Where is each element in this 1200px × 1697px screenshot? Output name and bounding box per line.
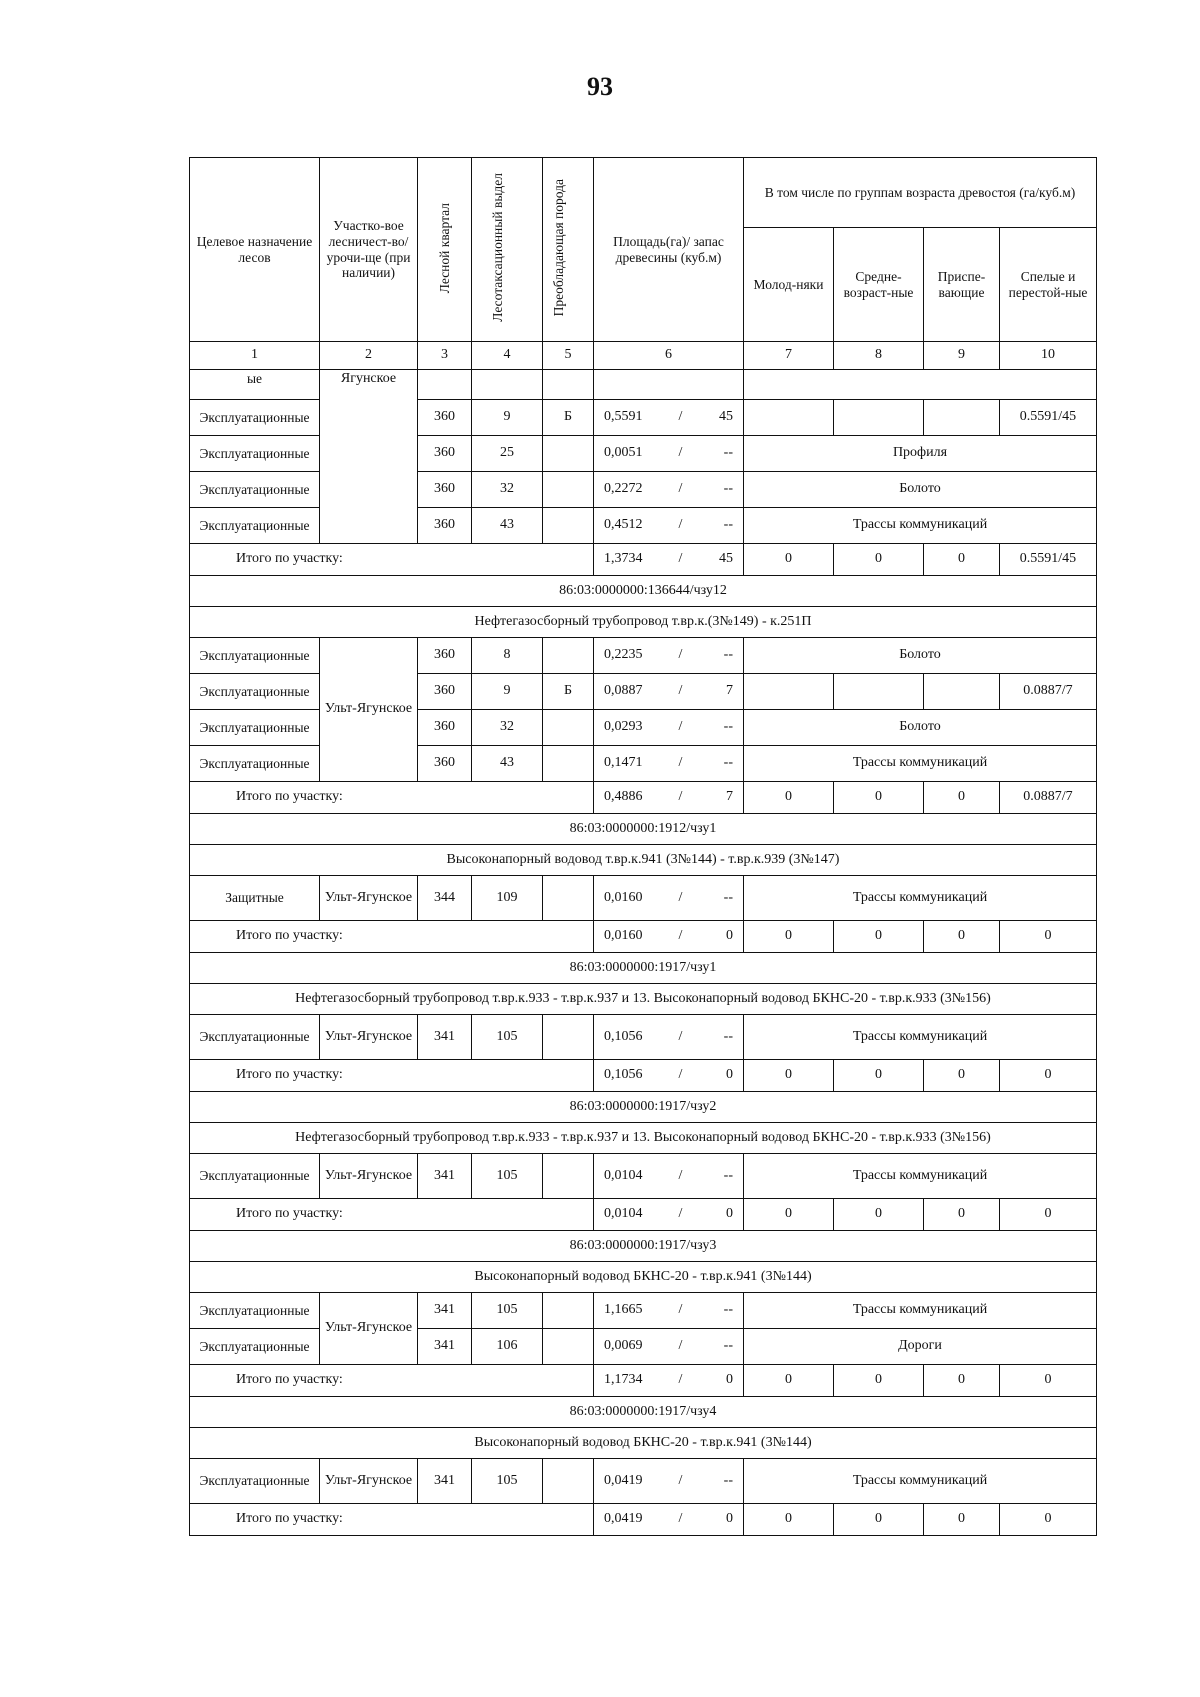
plot-cell: 106 <box>472 1329 543 1365</box>
land-category-note: Трассы коммуникаций <box>744 1293 1097 1329</box>
quarter-cell: 360 <box>418 436 472 472</box>
land-category-note: Трассы коммуникаций <box>744 508 1097 544</box>
middle-cell: 0 <box>834 1199 924 1231</box>
purpose-cell: Эксплуатационные <box>190 674 320 710</box>
maturing-cell: 0 <box>924 1060 1000 1092</box>
maturing-cell: 0 <box>924 921 1000 953</box>
middle-cell: 0 <box>834 1365 924 1397</box>
purpose-cell: Эксплуатационные <box>190 1459 320 1504</box>
middle-cell <box>834 400 924 436</box>
empty-cell <box>418 370 472 400</box>
table-row <box>190 1293 1097 1329</box>
mature-cell: 0 <box>1000 1199 1097 1231</box>
purpose-cell: Защитные <box>190 876 320 921</box>
purpose-cell: Эксплуатационные <box>190 400 320 436</box>
species-cell <box>543 876 594 921</box>
land-category-note: Болото <box>744 638 1097 674</box>
middle-cell <box>834 674 924 710</box>
purpose-cell: Эксплуатационные <box>190 472 320 508</box>
object-name: Нефтегазосборный трубопровод т.вр.к.(3№149) - к.251П <box>190 607 1097 638</box>
cadastral-number: 86:03:0000000:1917/чзу3 <box>190 1231 1097 1262</box>
area-cell: 0,0419 / 0 <box>594 1504 744 1536</box>
middle-cell: 0 <box>834 1060 924 1092</box>
mature-cell: 0 <box>1000 1365 1097 1397</box>
plot-cell: 105 <box>472 1154 543 1199</box>
land-category-note: Трассы коммуникаций <box>744 1015 1097 1060</box>
quarter-cell: 360 <box>418 710 472 746</box>
col-number: 9 <box>924 342 1000 370</box>
empty-cell <box>594 370 744 400</box>
purpose-cell: Эксплуатационные <box>190 746 320 782</box>
area-cell: 0,2235 / -- <box>594 638 744 674</box>
middle-cell: 0 <box>834 921 924 953</box>
land-category-note: Трассы коммуникаций <box>744 746 1097 782</box>
object-name: Нефтегазосборный трубопровод т.вр.к.933 - т.вр.к.937 и 13. Высоконапорный водовод БКНС-20 - т.вр.к.933 (3№156) <box>190 984 1097 1015</box>
col-number: 1 <box>190 342 320 370</box>
plot-cell: 109 <box>472 876 543 921</box>
young-cell <box>744 674 834 710</box>
middle-cell: 0 <box>834 782 924 814</box>
mature-cell: 0.5591/45 <box>1000 544 1097 576</box>
purpose-cell: Эксплуатационные <box>190 1293 320 1329</box>
land-category-note: Профиля <box>744 436 1097 472</box>
header-plot: Лесотаксационный выдел <box>472 158 543 342</box>
purpose-cell: Эксплуатационные <box>190 1329 320 1365</box>
col-number: 7 <box>744 342 834 370</box>
subtotal-label: Итого по участку: <box>190 1060 594 1092</box>
area-cell: 0,1056 / -- <box>594 1015 744 1060</box>
subtotal-row <box>190 1365 1097 1397</box>
table-row <box>190 638 1097 674</box>
subtotal-label: Итого по участку: <box>190 782 594 814</box>
district-cell: Ульт-Ягунское <box>320 638 418 782</box>
plot-cell: 43 <box>472 508 543 544</box>
land-category-note: Трассы коммуникаций <box>744 876 1097 921</box>
header-district: Участко-вое лесничест-во/урочи-ще (при наличии) <box>320 158 418 342</box>
table-row <box>190 1015 1097 1060</box>
area-cell: 1,1734 / 0 <box>594 1365 744 1397</box>
young-cell: 0 <box>744 1365 834 1397</box>
quarter-cell: 360 <box>418 508 472 544</box>
subtotal-row <box>190 782 1097 814</box>
page-number: 93 <box>587 72 613 101</box>
species-cell: Б <box>543 674 594 710</box>
mature-cell: 0 <box>1000 921 1097 953</box>
area-cell: 0,4512 / -- <box>594 508 744 544</box>
area-cell: 0,0069 / -- <box>594 1329 744 1365</box>
land-category-note: Болото <box>744 710 1097 746</box>
mature-cell: 0 <box>1000 1060 1097 1092</box>
area-cell: 0,0160 / 0 <box>594 921 744 953</box>
district-cell: Ягунское <box>320 370 418 544</box>
plot-cell: 9 <box>472 674 543 710</box>
young-cell: 0 <box>744 921 834 953</box>
subtotal-row <box>190 921 1097 953</box>
species-cell <box>543 1293 594 1329</box>
maturing-cell: 0 <box>924 544 1000 576</box>
area-cell: 0,0104 / 0 <box>594 1199 744 1231</box>
mature-cell: 0.0887/7 <box>1000 782 1097 814</box>
plot-cell: 105 <box>472 1459 543 1504</box>
middle-cell: 0 <box>834 1504 924 1536</box>
quarter-cell: 341 <box>418 1154 472 1199</box>
subtotal-label: Итого по участку: <box>190 921 594 953</box>
object-name: Нефтегазосборный трубопровод т.вр.к.933 - т.вр.к.937 и 13. Высоконапорный водовод БКНС-20 - т.вр.к.933 (3№156) <box>190 1123 1097 1154</box>
maturing-cell <box>924 674 1000 710</box>
subtotal-label: Итого по участку: <box>190 1199 594 1231</box>
purpose-cell: Эксплуатационные <box>190 436 320 472</box>
district-cell: Ульт-Ягунское <box>320 1293 418 1365</box>
plot-cell: 25 <box>472 436 543 472</box>
column-numbers-row <box>190 342 1097 370</box>
purpose-cell: Эксплуатационные <box>190 638 320 674</box>
plot-cell: 32 <box>472 710 543 746</box>
area-cell: 0,1471 / -- <box>594 746 744 782</box>
cadastral-number: 86:03:0000000:1912/чзу1 <box>190 814 1097 845</box>
area-cell: 0,0419 / -- <box>594 1459 744 1504</box>
species-cell <box>543 436 594 472</box>
header-mature: Спелые и перестой-ные <box>1000 228 1097 342</box>
header-quarter: Лесной квартал <box>418 158 472 342</box>
col-number: 10 <box>1000 342 1097 370</box>
table-row <box>190 370 1097 400</box>
area-cell: 0,1056 / 0 <box>594 1060 744 1092</box>
species-cell <box>543 508 594 544</box>
young-cell: 0 <box>744 544 834 576</box>
empty-cell <box>543 370 594 400</box>
plot-cell: 43 <box>472 746 543 782</box>
area-cell: 0,5591 / 45 <box>594 400 744 436</box>
species-cell <box>543 746 594 782</box>
species-cell <box>543 1459 594 1504</box>
subtotal-label: Итого по участку: <box>190 1365 594 1397</box>
land-category-note: Дороги <box>744 1329 1097 1365</box>
quarter-cell: 341 <box>418 1329 472 1365</box>
young-cell: 0 <box>744 782 834 814</box>
species-cell <box>543 1329 594 1365</box>
young-cell: 0 <box>744 1060 834 1092</box>
area-cell: 0,0160 / -- <box>594 876 744 921</box>
col-number: 6 <box>594 342 744 370</box>
young-cell <box>744 400 834 436</box>
col-number: 2 <box>320 342 418 370</box>
quarter-cell: 360 <box>418 638 472 674</box>
area-cell: 0,2272 / -- <box>594 472 744 508</box>
purpose-cell: Эксплуатационные <box>190 508 320 544</box>
area-cell: 0,4886 / 7 <box>594 782 744 814</box>
district-cell: Ульт-Ягунское <box>320 1015 418 1060</box>
subtotal-row <box>190 1504 1097 1536</box>
species-cell <box>543 710 594 746</box>
empty-cell <box>744 370 1097 400</box>
subtotal-label: Итого по участку: <box>190 544 594 576</box>
species-cell <box>543 1015 594 1060</box>
area-cell: 0,0104 / -- <box>594 1154 744 1199</box>
mature-cell: 0 <box>1000 1504 1097 1536</box>
object-name: Высоконапорный водовод БКНС-20 - т.вр.к.941 (3№144) <box>190 1428 1097 1459</box>
district-cell: Ульт-Ягунское <box>320 876 418 921</box>
subtotal-label: Итого по участку: <box>190 1504 594 1536</box>
object-name: Высоконапорный водовод БКНС-20 - т.вр.к.941 (3№144) <box>190 1262 1097 1293</box>
species-cell <box>543 1154 594 1199</box>
table-row <box>190 876 1097 921</box>
area-cell: 1,1665 / -- <box>594 1293 744 1329</box>
cadastral-number: 86:03:0000000:1917/чзу1 <box>190 953 1097 984</box>
quarter-cell: 360 <box>418 746 472 782</box>
plot-cell: 8 <box>472 638 543 674</box>
plot-cell: 105 <box>472 1293 543 1329</box>
object-name: Высоконапорный водовод т.вр.к.941 (3№144) - т.вр.к.939 (3№147) <box>190 845 1097 876</box>
col-number: 5 <box>543 342 594 370</box>
quarter-cell: 341 <box>418 1459 472 1504</box>
table-row <box>190 1459 1097 1504</box>
quarter-cell: 344 <box>418 876 472 921</box>
mature-cell: 0.0887/7 <box>1000 674 1097 710</box>
area-cell: 0,0051 / -- <box>594 436 744 472</box>
subtotal-row <box>190 1199 1097 1231</box>
purpose-cell: ые <box>190 370 320 400</box>
maturing-cell: 0 <box>924 1504 1000 1536</box>
species-cell: Б <box>543 400 594 436</box>
maturing-cell: 0 <box>924 1199 1000 1231</box>
mature-cell: 0.5591/45 <box>1000 400 1097 436</box>
header-species: Преобладающая порода <box>543 158 594 342</box>
land-category-note: Трассы коммуникаций <box>744 1459 1097 1504</box>
header-young: Молод-няки <box>744 228 834 342</box>
purpose-cell: Эксплуатационные <box>190 1015 320 1060</box>
col-number: 3 <box>418 342 472 370</box>
species-cell <box>543 638 594 674</box>
forest-allocation-table <box>189 157 1097 1536</box>
quarter-cell: 341 <box>418 1293 472 1329</box>
header-maturing: Приспе-вающие <box>924 228 1000 342</box>
plot-cell: 32 <box>472 472 543 508</box>
cadastral-number: 86:03:0000000:1917/чзу2 <box>190 1092 1097 1123</box>
plot-cell: 9 <box>472 400 543 436</box>
maturing-cell: 0 <box>924 1365 1000 1397</box>
subtotal-row <box>190 544 1097 576</box>
cadastral-number: 86:03:0000000:1917/чзу4 <box>190 1397 1097 1428</box>
quarter-cell: 360 <box>418 400 472 436</box>
district-cell: Ульт-Ягунское <box>320 1154 418 1199</box>
quarter-cell: 360 <box>418 472 472 508</box>
purpose-cell: Эксплуатационные <box>190 710 320 746</box>
quarter-cell: 360 <box>418 674 472 710</box>
purpose-cell: Эксплуатационные <box>190 1154 320 1199</box>
young-cell: 0 <box>744 1199 834 1231</box>
header-middle-aged: Средне-возраст-ные <box>834 228 924 342</box>
middle-cell: 0 <box>834 544 924 576</box>
empty-cell <box>472 370 543 400</box>
cadastral-number: 86:03:0000000:136644/чзу12 <box>190 576 1097 607</box>
subtotal-row <box>190 1060 1097 1092</box>
maturing-cell <box>924 400 1000 436</box>
maturing-cell: 0 <box>924 782 1000 814</box>
young-cell: 0 <box>744 1504 834 1536</box>
col-number: 4 <box>472 342 543 370</box>
land-category-note: Трассы коммуникаций <box>744 1154 1097 1199</box>
header-area: Площадь(га)/ запас древесины (куб.м) <box>594 158 744 342</box>
quarter-cell: 341 <box>418 1015 472 1060</box>
area-cell: 0,0887 / 7 <box>594 674 744 710</box>
area-cell: 1,3734 / 45 <box>594 544 744 576</box>
area-cell: 0,0293 / -- <box>594 710 744 746</box>
district-cell: Ульт-Ягунское <box>320 1459 418 1504</box>
table-row <box>190 1154 1097 1199</box>
species-cell <box>543 472 594 508</box>
header-age-groups: В том числе по группам возраста древостоя (га/куб.м) <box>744 158 1097 228</box>
col-number: 8 <box>834 342 924 370</box>
land-category-note: Болото <box>744 472 1097 508</box>
plot-cell: 105 <box>472 1015 543 1060</box>
header-purpose: Целевое назначение лесов <box>190 158 320 342</box>
